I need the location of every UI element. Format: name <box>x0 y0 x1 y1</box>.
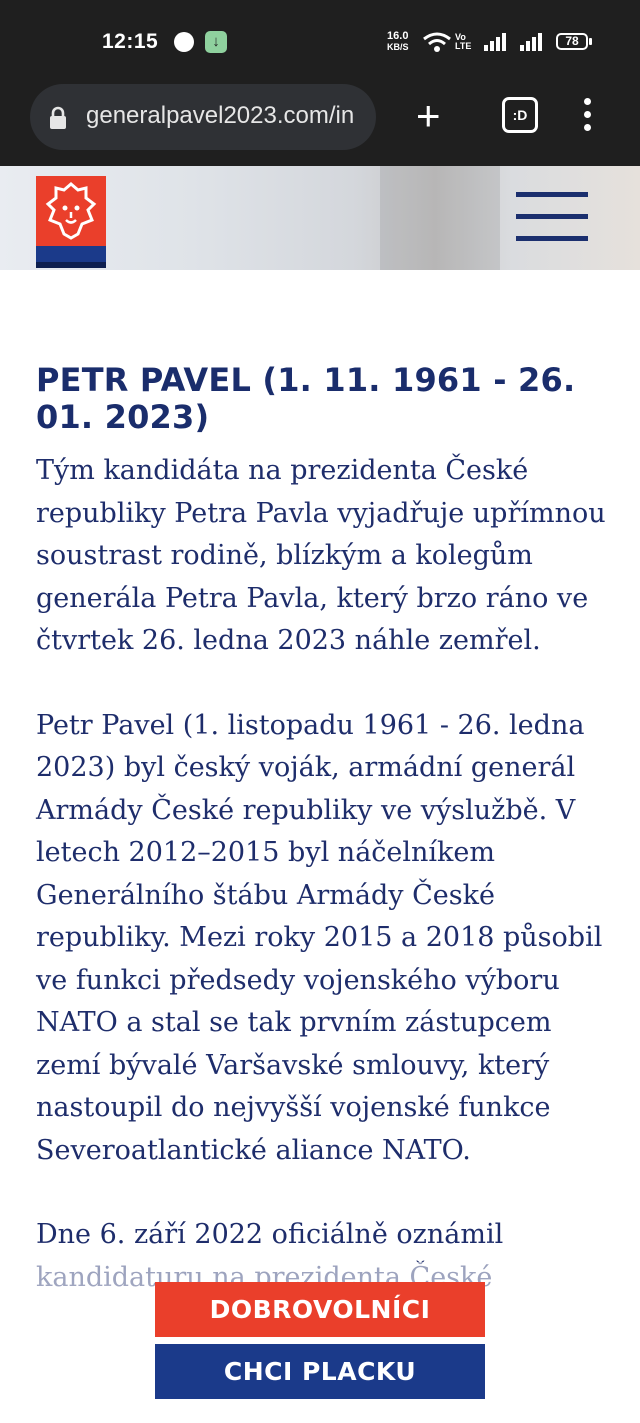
site-logo[interactable] <box>36 176 106 266</box>
more-menu-icon[interactable] <box>584 98 591 137</box>
badge-request-button[interactable]: CHCI PLACKU <box>155 1344 485 1399</box>
browser-toolbar <box>0 84 640 166</box>
status-time: 12:15 <box>102 30 159 53</box>
tab-switcher-button[interactable]: :D <box>502 97 538 133</box>
download-icon: ↓ <box>205 31 227 53</box>
signal-strength-icon <box>484 33 506 51</box>
url-text[interactable]: generalpavel2023.com/in <box>86 102 355 129</box>
battery-icon: 78 <box>556 33 588 50</box>
volte-indicator <box>455 33 471 51</box>
volte-top: Vo <box>455 32 466 42</box>
network-speed <box>387 31 409 53</box>
article <box>36 362 606 1299</box>
logo-lion-badge <box>36 176 106 246</box>
site-header <box>0 166 640 270</box>
network-speed-value: 16.0 <box>387 30 409 42</box>
signal-strength-icon <box>520 33 542 51</box>
network-speed-unit: KB/S <box>387 42 409 52</box>
logo-navy-stripe <box>36 262 106 268</box>
chat-bubble-icon <box>174 32 194 52</box>
hamburger-menu-icon[interactable] <box>516 192 588 258</box>
header-background-photo <box>380 166 500 270</box>
lock-icon <box>48 106 68 130</box>
volte-bottom: LTE <box>455 41 472 51</box>
new-tab-button[interactable]: + <box>416 92 441 139</box>
address-bar[interactable] <box>30 84 376 150</box>
battery-tip <box>589 38 592 45</box>
logo-blue-stripe <box>36 246 106 262</box>
wifi-icon <box>422 31 452 53</box>
status-bar <box>0 0 640 84</box>
lion-icon <box>36 176 106 246</box>
article-paragraph: Petr Pavel (1. listopadu 1961 - 26. ledna 2023) byl český voják, armádní generál Armády České republiky ve výslužbě. V letech 2012–2015 byl náčelníkem Generálního štábu Armády České republiky. Mezi roky 2015 a 2018 působil ve funkci předsedy vojenského výboru NATO a stal se tak prvním zástupcem zemí bývalé Varšavské smlouvy, který nastoupil do nejvyšší vojenské funkce Severoatlantické aliance NATO. <box>36 709 603 1166</box>
article-paragraph: Tým kandidáta na prezidenta České republiky Petra Pavla vyjadřuje upřímnou soustrast rodině, blízkým a kolegům generála Petra Pavla, který brzo ráno ve čtvrtek 26. ledna 2023 náhle zemřel. <box>36 455 606 656</box>
article-paragraph: Dne 6. září 2022 oficiálně oznámil <box>36 1219 504 1250</box>
volunteers-button[interactable]: DOBROVOLNÍCI <box>155 1282 485 1337</box>
article-title: PETR PAVEL (1. 11. 1961 - 26. 01. 2023) <box>36 361 576 436</box>
